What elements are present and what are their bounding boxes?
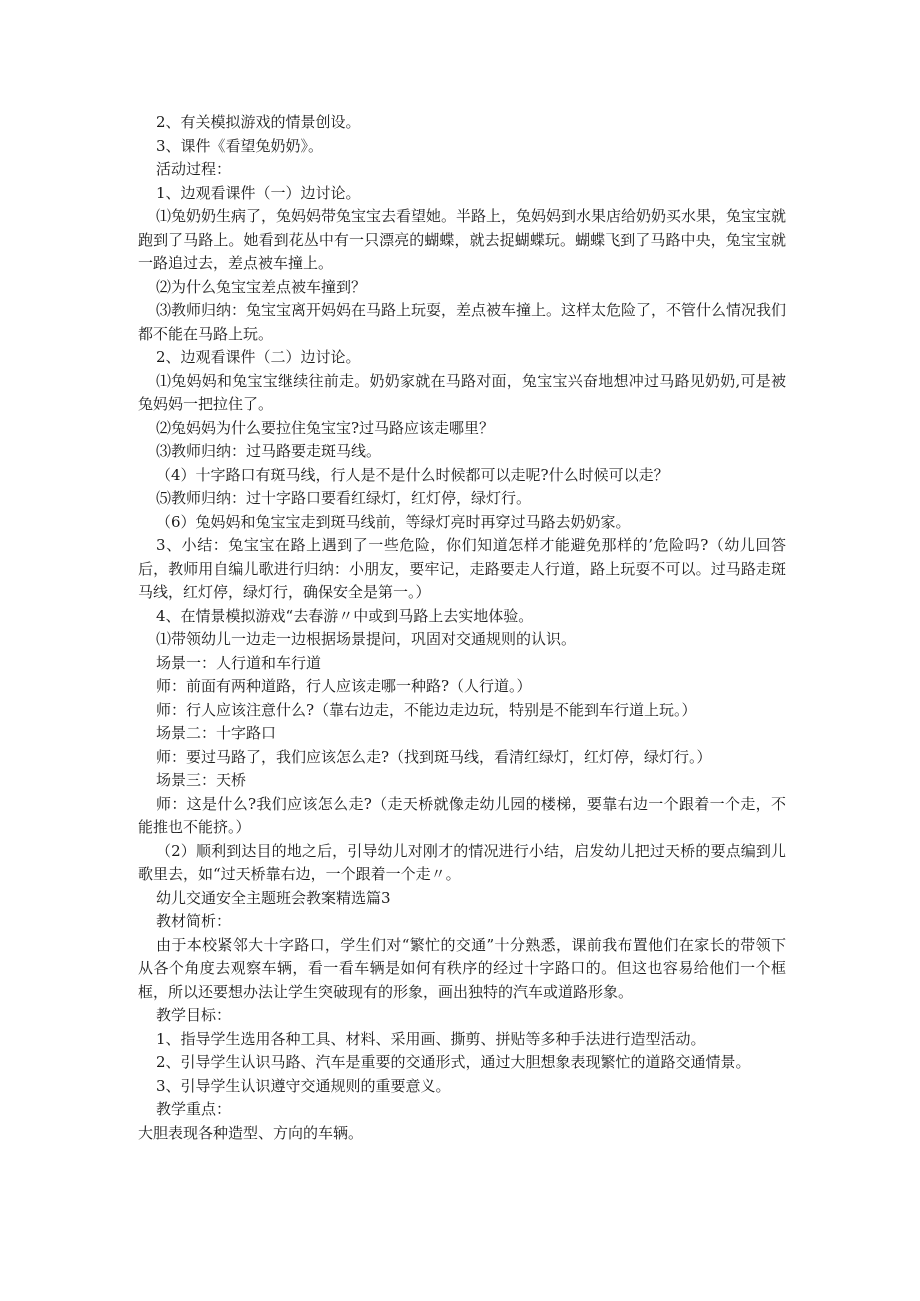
paragraph-step-4: 4、在情景模拟游戏“去春游〃中或到马路上去实地体验。 (156, 606, 534, 625)
paragraph-step-1: 1、边观看课件（一）边讨论。 (156, 183, 361, 202)
paragraph-goal-3: 3、引导学生认识遵守交通规则的重要意义。 (156, 1076, 451, 1095)
paragraph-scene-3-q1: 师：这是什么?我们应该怎么走?（走天桥就像走幼儿园的楼梯，要靠右边一个跟着一个走，不能推也不能挤。） (138, 794, 786, 836)
paragraph-step-2-5: ⑸教师归纳：过十字路口要看红绿灯，红灯停，绿灯行。 (156, 489, 532, 507)
paragraph-step-2: 2、边观看课件（二）边讨论。 (156, 348, 361, 366)
paragraph-material-analysis: 由于本校紧邻大十字路口，学生们对“繁忙的交通”十分熟悉，课前我布置他们在家长的带领下从各个角度去观察车辆，看一看车辆是如何有秩序的经过十字路口的。但这也容易给他们一个框框，所以还要想办法让学生突破现有的形象，画出独特的汽车或道路形象。 (138, 935, 786, 1001)
paragraph-scene-3: 场景三：天桥 (156, 771, 247, 789)
paragraph-step-2-3: ⑶教师归纳：过马路要走斑马线。 (156, 442, 382, 460)
paragraph-step-2-2: ⑵兔妈妈为什么要拉住兔宝宝?过马路应该走哪里？ (156, 418, 495, 437)
paragraph-goal-1: 1、指导学生选用各种工具、材料、采用画、撕剪、拼贴等多种手法进行造型活动。 (156, 1029, 706, 1048)
paragraph-scene-1: 场景一：人行道和车行道 (156, 653, 322, 672)
paragraph-step-1-1: ⑴兔奶奶生病了，兔妈妈带兔宝宝去看望她。半路上，兔妈妈到水果店给奶奶买水果，兔宝宝就跑到了马路上。她看到花丛中有一只漂亮的蝴蝶，就去捉蝴蝶玩。蝴蝶飞到了马路中央，兔宝宝就一路追过去，差点被车撞上。 (138, 207, 787, 272)
paragraph-scene-1-q2: 师：行人应该注意什么?（靠右边走，不能边走边玩，特别是不能到车行道上玩。） (156, 700, 697, 719)
paragraph-step-2-1: ⑴兔妈妈和兔宝宝继续往前走。奶奶家就在马路对面，兔宝宝兴奋地想冲过马路见奶奶,可是被兔妈妈一把拉住了。 (138, 371, 786, 413)
section-title-3: 幼儿交通安全主题班会教案精选篇3 (156, 888, 391, 907)
heading-material-analysis: 教材简析： (156, 912, 232, 930)
heading-teaching-goals: 教学目标： (156, 1006, 232, 1024)
heading-teaching-focus: 教学重点： (156, 1100, 232, 1118)
paragraph-step-3-summary: 3、小结：兔宝宝在路上遇到了一些危险，你们知道怎样才能避免那样的’危险吗?（幼儿回答后，教师用自编儿歌进行归纳：小朋友，要牢记，走路要走人行道，路上玩耍不可以。过马路走斑马线，红灯停，绿灯行，确保安全是第一。） (138, 536, 786, 601)
document-body (138, 111, 786, 1145)
paragraph-step-1-2: ⑵为什么兔宝宝差点被车撞到？ (156, 277, 367, 296)
paragraph-step-2-4: （4）十字路口有斑马线，行人是不是什么时候都可以走呢?什么时候可以走？ (156, 465, 669, 484)
paragraph-materials-2: 2、有关模拟游戏的情景创设。 (156, 113, 361, 131)
paragraph-teaching-focus: 大胆表现各种造型、方向的车辆。 (138, 1123, 364, 1142)
paragraph-scene-2-q1: 师：要过马路了，我们应该怎么走?（找到斑马线，看清红绿灯，红灯停，绿灯行。） (156, 747, 712, 766)
paragraph-step-2-6: （6）兔妈妈和兔宝宝走到斑马线前，等绿灯亮时再穿过马路去奶奶家。 (156, 512, 631, 531)
paragraph-goal-2: 2、引导学生认识马路、汽车是重要的交通形式，通过大胆想象表现繁忙的道路交通情景。 (156, 1053, 751, 1071)
paragraph-step-1-3: ⑶教师归纳：兔宝宝离开妈妈在马路上玩耍，差点被车撞上。这样太危险了，不管什么情况我们都不能在马路上玩。 (138, 301, 787, 343)
paragraph-materials-3: 3、课件《看望兔奶奶》。 (156, 136, 324, 155)
paragraph-step-4-2: （2）顺利到达目的地之后，引导幼儿对刚才的情况进行小结，启发幼儿把过天桥的要点编到儿歌里去，如“过天桥靠右边，一个跟着一个走〃。 (138, 841, 786, 883)
paragraph-scene-2: 场景二：十字路口 (156, 724, 277, 742)
paragraph-scene-1-q1: 师：前面有两种道路，行人应该走哪一种路?（人行道。） (156, 677, 532, 695)
heading-activity-process: 活动过程： (156, 160, 232, 178)
paragraph-step-4-1: ⑴带领幼儿一边走一边根据场景提问，巩固对交通规则的认识。 (156, 630, 577, 648)
